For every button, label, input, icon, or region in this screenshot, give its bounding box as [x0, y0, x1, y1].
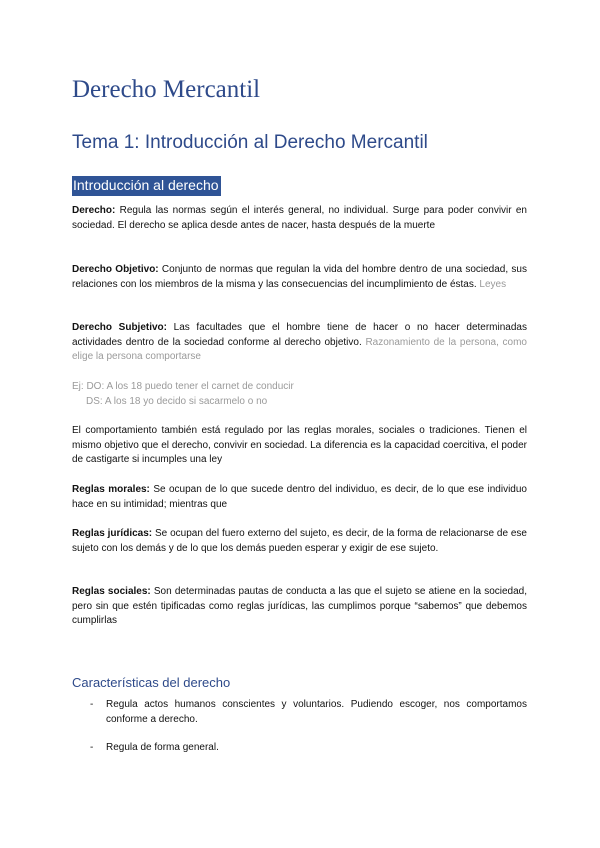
list-bullet: -: [90, 699, 94, 710]
paragraph-derecho-subjetivo: [72, 321, 527, 365]
list-item: [90, 741, 527, 756]
paragraph-reglas-juridicas: [72, 527, 527, 556]
term-derecho: Derecho:: [72, 205, 116, 216]
term-derecho-objetivo: Derecho Objetivo:: [72, 264, 159, 275]
term-reglas-morales: Reglas morales:: [72, 484, 150, 495]
list-item-text: Regula actos humanos conscientes y voluntarios. Pudiendo escoger, nos comportamos conforme a derecho.: [106, 699, 527, 725]
example-line-ds: DS: A los 18 yo decido si sacarmelo o no: [86, 395, 268, 407]
note-leyes: Leyes: [476, 278, 507, 290]
definition-derecho-objetivo: Conjunto de normas que regulan la vida del hombre dentro de una sociedad, sus relaciones con los miembros de la misma y las consecuencias del incumplimiento de éstas.: [72, 264, 527, 290]
definition-derecho-subjetivo: Las facultades que el hombre tiene de hacer o no hacer determinadas actividades dentro de la sociedad conforme al derecho objetivo.: [72, 322, 527, 348]
heading-caracteristicas: Características del derecho: [72, 675, 231, 690]
heading-tema-1: Tema 1: Introducción al Derecho Mercantil: [72, 132, 428, 153]
paragraph-derecho: [72, 204, 527, 233]
note-razonamiento: Razonamiento de la persona, como elige la persona comportarse: [72, 336, 527, 362]
document-title: Derecho Mercantil: [72, 76, 261, 103]
heading-introduccion-derecho: Introducción al derecho: [72, 176, 221, 196]
list-item: [90, 698, 527, 727]
definition-reglas-juridicas: Se ocupan del fuero externo del sujeto, es decir, de la forma de relacionarse de ese sujeto con los demás y de lo que los demás pueden esperar y exigir de ese sujeto.: [72, 528, 527, 554]
paragraph-derecho-objetivo: [72, 263, 527, 292]
definition-reglas-morales: Se ocupan de lo que sucede dentro del individuo, es decir, de lo que ese individuo hace en su intimidad; mientras que: [72, 484, 527, 510]
list-bullet: -: [90, 742, 94, 753]
definition-derecho: Regula las normas según el interés general, no individual. Surge para poder convivir en sociedad. El derecho se aplica desde antes de nacer, hasta después de la muerte: [72, 205, 527, 231]
heading-introduccion-wrapper: [72, 176, 221, 196]
paragraph-reglas-sociales: [72, 585, 527, 629]
term-reglas-sociales: Reglas sociales:: [72, 586, 151, 597]
list-item-text: Regula de forma general.: [106, 742, 219, 753]
paragraph-comportamiento: El comportamiento también está regulado por las reglas morales, sociales o tradiciones. Tienen el mismo objetivo que el derecho, convivir en sociedad. La diferencia es la capacidad coercitiva, el poder de castigarte si incumples una ley: [72, 425, 527, 465]
example-line-do: Ej: DO: A los 18 puedo tener el carnet de conducir: [72, 381, 294, 392]
term-reglas-juridicas: Reglas jurídicas:: [72, 528, 153, 539]
example-block: [72, 380, 294, 409]
term-derecho-subjetivo: Derecho Subjetivo:: [72, 322, 167, 333]
paragraph-reglas-morales: [72, 483, 527, 512]
definition-reglas-sociales: Son determinadas pautas de conducta a las que el sujeto se atiene en la sociedad, pero sin que estén tipificadas como reglas jurídicas, las cumplimos porque “sabemos” que debemos cumplirlas: [72, 586, 528, 626]
